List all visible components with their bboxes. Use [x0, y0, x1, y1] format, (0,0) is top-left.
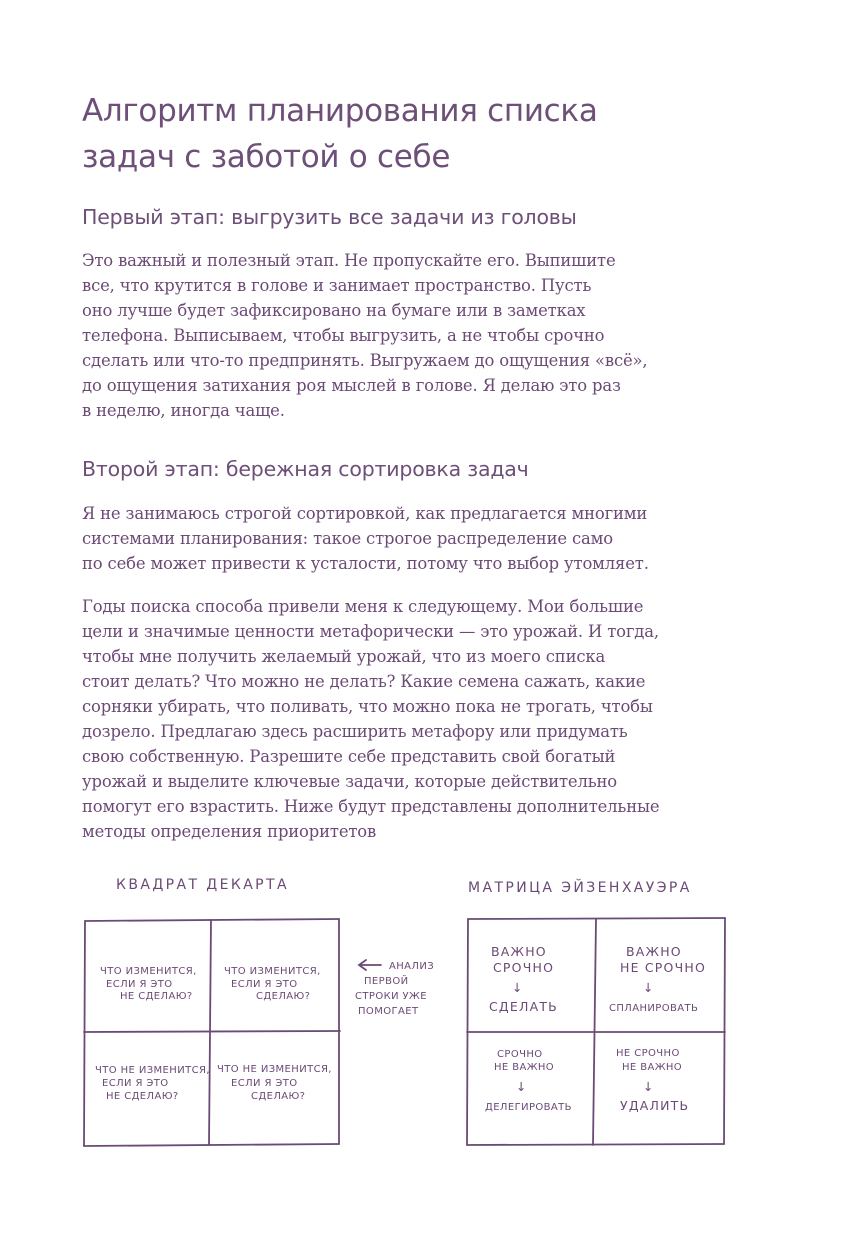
- descartes-cell-top-left: [100, 966, 197, 1002]
- section-1-heading: Первый этап: выгрузить все задачи из головы: [82, 205, 577, 229]
- note-line: АНАЛИЗ: [389, 961, 435, 972]
- eisenhower-cell-do: [489, 944, 558, 1014]
- descartes-square: [84, 877, 434, 1146]
- left-arrow-icon: [359, 960, 381, 970]
- text-line: цели и значимые ценности метафорически — это урожай. И тогда,: [82, 622, 659, 641]
- cell-text-line: ЕСЛИ Я ЭТО: [102, 1078, 169, 1089]
- descartes-cell-bottom-left: [95, 1065, 210, 1102]
- text-line: по себе может привести к усталости, потому что выбор утомляет.: [82, 554, 649, 573]
- section-1-paragraph: [82, 248, 744, 423]
- eisenhower-matrix: [467, 878, 725, 1145]
- text-line: Я не занимаюсь строгой сортировкой, как предлагается многими: [82, 504, 648, 523]
- cell-label: НЕ СРОЧНО: [616, 1048, 680, 1059]
- text-line: чтобы мне получить желаемый урожай, что из моего списка: [82, 647, 606, 666]
- text-line: методы определения приоритетов: [82, 822, 377, 841]
- down-arrow-icon: ↓: [643, 980, 655, 995]
- eisenhower-cell-delegate: [485, 1049, 572, 1113]
- text-line: в неделю, иногда чаще.: [82, 401, 285, 420]
- section-2-paragraph-2: [82, 594, 744, 844]
- text-line: сорняки убирать, что поливать, что можно пока не трогать, чтобы: [82, 697, 653, 716]
- text-line: сделать или что-то предпринять. Выгружаем до ощущения «всё»,: [82, 351, 648, 370]
- cell-text-line: НЕ СДЕЛАЮ?: [106, 1091, 179, 1102]
- grid-line: [84, 1144, 339, 1146]
- cell-text-line: ЕСЛИ Я ЭТО: [106, 979, 173, 990]
- eisenhower-title: МАТРИЦА ЭЙЗЕНХАУЭРА: [468, 880, 692, 896]
- descartes-title: КВАДРАТ ДЕКАРТА: [116, 877, 289, 893]
- text-line: Годы поиска способа привели меня к следующему. Мои большие: [82, 597, 644, 616]
- descartes-cell-bottom-right: [217, 1064, 332, 1102]
- text-line: свою собственную. Разрешите себе представить свой богатый: [82, 747, 616, 766]
- down-arrow-icon: ↓: [512, 980, 524, 995]
- grid-line: [84, 1031, 340, 1032]
- cell-text-line: СДЕЛАЮ?: [251, 1091, 306, 1102]
- text-line: до ощущения затихания роя мыслей в голове. Я делаю это раз: [82, 376, 621, 395]
- grid-line: [84, 921, 85, 1146]
- cell-text-line: ЧТО ИЗМЕНИТСЯ,: [224, 966, 321, 977]
- cell-text-line: СДЕЛАЮ?: [256, 991, 311, 1002]
- text-line: все, что крутится в голове и занимает пространство. Пусть: [82, 276, 592, 295]
- cell-text-line: ЕСЛИ Я ЭТО: [231, 1078, 298, 1089]
- cell-action: СПЛАНИРОВАТЬ: [609, 1003, 699, 1014]
- cell-label: НЕ СРОЧНО: [620, 960, 706, 975]
- cell-action: ДЕЛЕГИРОВАТЬ: [485, 1102, 572, 1113]
- grid-line: [467, 1144, 724, 1145]
- section-2-paragraph-1: [82, 501, 744, 576]
- cell-action: УДАЛИТЬ: [620, 1098, 690, 1113]
- cell-text-line: ЧТО НЕ ИЗМЕНИТСЯ,: [95, 1065, 210, 1076]
- cell-label: ВАЖНО: [491, 944, 547, 959]
- grid-line: [85, 919, 339, 921]
- text-line: дозрело. Предлагаю здесь расширить метафору или придумать: [82, 722, 628, 741]
- cell-text-line: ЧТО НЕ ИЗМЕНИТСЯ,: [217, 1064, 332, 1075]
- text-line: стоит делать? Что можно не делать? Какие семена сажать, какие: [82, 672, 646, 691]
- text-line: Это важный и полезный этап. Не пропускайте его. Выпишите: [82, 251, 616, 270]
- text-line: помогут его взрастить. Ниже будут представлены дополнительные: [82, 797, 660, 816]
- text-line: системами планирования: такое строгое распределение само: [82, 529, 613, 548]
- cell-label: НЕ ВАЖНО: [622, 1062, 683, 1073]
- section-2-heading: Второй этап: бережная сортировка задач: [82, 457, 529, 481]
- eisenhower-cell-plan: [609, 944, 706, 1014]
- cell-action: СДЕЛАТЬ: [489, 999, 558, 1014]
- note-line: ПОМОГАЕТ: [358, 1006, 419, 1017]
- cell-text-line: НЕ СДЕЛАЮ?: [120, 991, 193, 1002]
- analysis-note: [355, 960, 434, 1017]
- eisenhower-cell-delete: [616, 1048, 689, 1113]
- cell-label: НЕ ВАЖНО: [494, 1062, 555, 1073]
- down-arrow-icon: ↓: [516, 1079, 528, 1094]
- cell-text-line: ЕСЛИ Я ЭТО: [231, 979, 298, 990]
- page-title-line-2: задач с заботой о себе: [82, 139, 451, 175]
- text-line: оно лучше будет зафиксировано на бумаге или в заметках: [82, 301, 586, 320]
- grid-line: [724, 918, 725, 1144]
- page-title-line-1: Алгоритм планирования списка: [82, 93, 598, 129]
- hand-drawn-diagrams: [0, 860, 845, 1160]
- cell-label: ВАЖНО: [626, 944, 682, 959]
- descartes-grid: [84, 919, 340, 1146]
- note-line: ПЕРВОЙ: [364, 976, 409, 987]
- cell-label: СРОЧНО: [493, 960, 555, 975]
- grid-line: [467, 919, 468, 1145]
- descartes-cell-top-right: [224, 966, 321, 1002]
- text-line: телефона. Выписываем, чтобы выгрузить, а не чтобы срочно: [82, 326, 605, 345]
- cell-label: СРОЧНО: [497, 1049, 543, 1060]
- note-line: СТРОКИ УЖЕ: [355, 991, 427, 1002]
- text-line: урожай и выделите ключевые задачи, которые действительно: [82, 772, 618, 791]
- cell-text-line: ЧТО ИЗМЕНИТСЯ,: [100, 966, 197, 977]
- grid-line: [209, 920, 211, 1145]
- page-title: [82, 88, 722, 180]
- down-arrow-icon: ↓: [643, 1079, 655, 1094]
